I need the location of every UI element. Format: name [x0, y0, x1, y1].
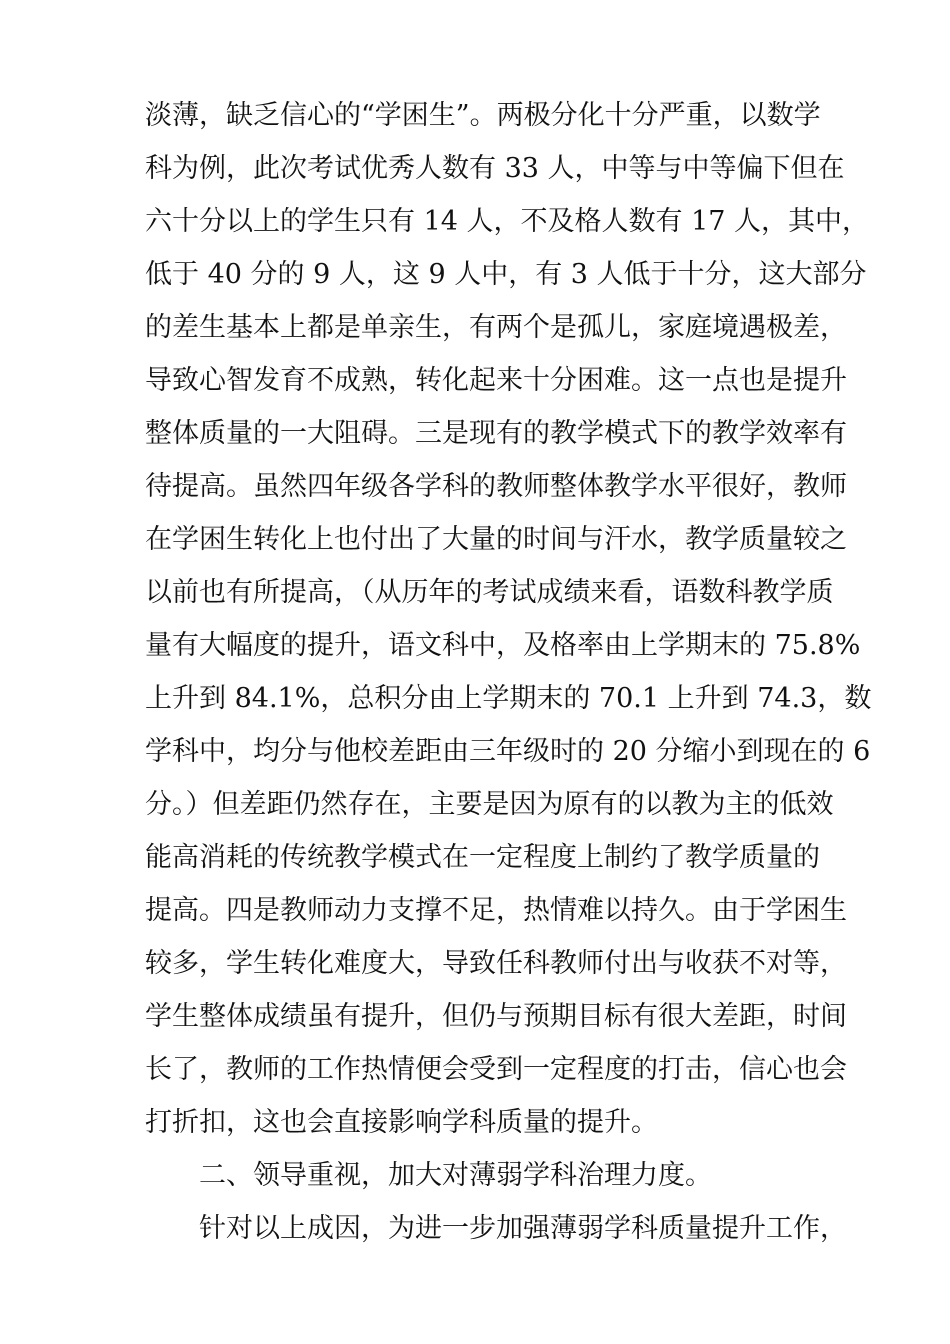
body-line: 提高。四是教师动力支撑不足，热情难以持久。由于学困生 [145, 895, 847, 926]
body-line: 导致心智发育不成熟，转化起来十分困难。这一点也是提升 [145, 365, 847, 396]
body-line: 学生整体成绩虽有提升，但仍与预期目标有很大差距，时间 [145, 1001, 847, 1032]
body-line: 低于 40 分的 9 人，这 9 人中，有 3 人低于十分，这大部分 [145, 259, 867, 290]
body-line: 打折扣，这也会直接影响学科质量的提升。 [145, 1107, 658, 1138]
body-line: 以前也有所提高，（从历年的考试成绩来看，语数科教学质 [145, 577, 834, 608]
body-line: 分。）但差距仍然存在，主要是因为原有的以教为主的低效 [145, 789, 834, 820]
body-line: 长了，教师的工作热情便会受到一定程度的打击，信心也会 [145, 1054, 847, 1085]
body-line: 学科中，均分与他校差距由三年级时的 20 分缩小到现在的 6 [145, 736, 871, 767]
body-line: 淡薄，缺乏信心的“学困生”。两极分化十分严重，以数学 [145, 100, 821, 131]
body-line: 上升到 84.1%，总积分由上学期末的 70.1 上升到 74.3，数 [145, 683, 872, 714]
paragraph-start: 针对以上成因，为进一步加强薄弱学科质量提升工作， [199, 1213, 847, 1244]
body-line: 六十分以上的学生只有 14 人，不及格人数有 17 人，其中， [145, 206, 870, 237]
body-line: 待提高。虽然四年级各学科的教师整体教学水平很好，教师 [145, 471, 847, 502]
body-line: 科为例，此次考试优秀人数有 33 人，中等与中等偏下但在 [145, 153, 845, 184]
body-line: 整体质量的一大阻碍。三是现有的教学模式下的教学效率有 [145, 418, 847, 449]
body-line: 能高消耗的传统教学模式在一定程度上制约了教学质量的 [145, 842, 820, 873]
body-line: 在学困生转化上也付出了大量的时间与汗水，教学质量较之 [145, 524, 847, 555]
body-line: 的差生基本上都是单亲生，有两个是孤儿，家庭境遇极差， [145, 312, 847, 343]
body-line: 较多，学生转化难度大，导致任科教师付出与收获不对等， [145, 948, 847, 979]
section-heading: 二、领导重视，加大对薄弱学科治理力度。 [199, 1160, 712, 1191]
body-line: 量有大幅度的提升，语文科中，及格率由上学期末的 75.8% [145, 630, 861, 661]
